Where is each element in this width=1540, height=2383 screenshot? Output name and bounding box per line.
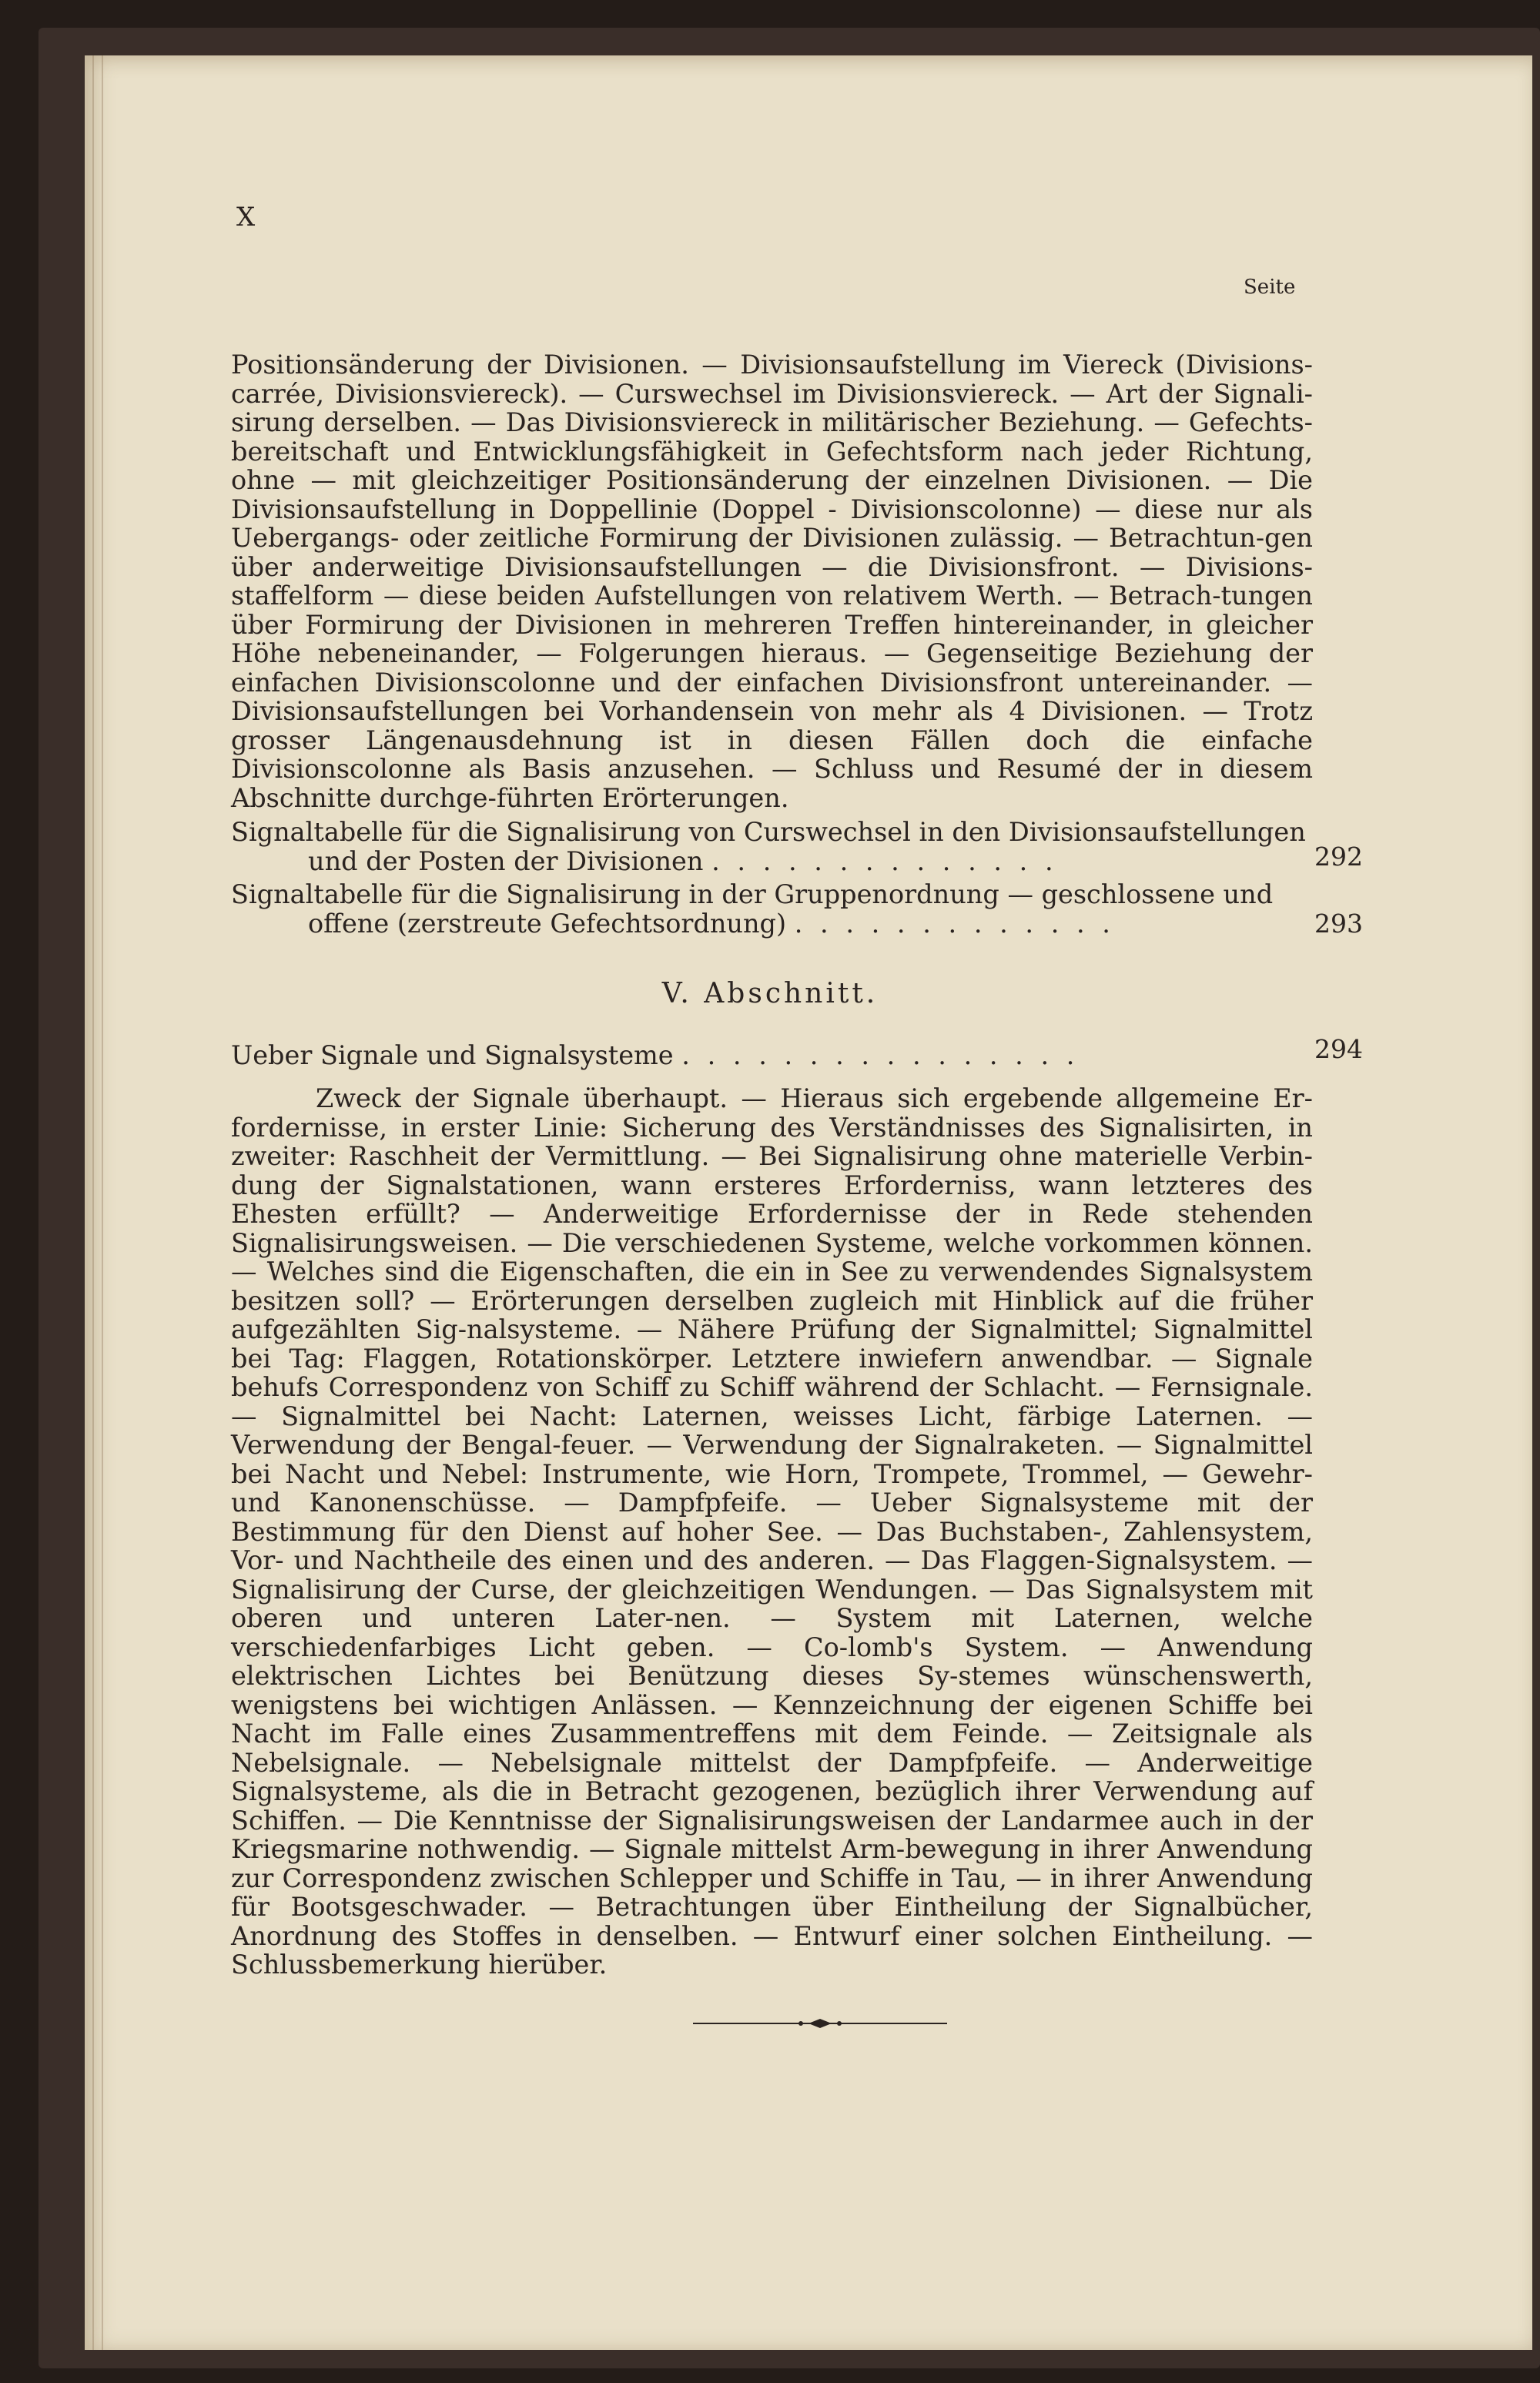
page-number-roman: X: [236, 202, 256, 233]
section-page-number: 294: [1314, 1034, 1363, 1064]
section-body: Zweck der Signale überhaupt. — Hieraus sich ergebende allgemeine Er-fordernisse, in erster Linie: Sicherung des Verständnisses des Signalisirten, in zweiter: Raschheit der Vermittlung. — Bei Signalisirung ohne materielle Verbin-dung der Signalstationen, wann ersteres Erforderniss, wann letzteres des Ehesten erfüllt? — Anderweitige Erfordernisse der in Rede stehenden Signalisirungsweisen. — Die verschiedenen Systeme, welche vorkommen können. — Welches sind die Eigenschaften, die ein in See zu verwendendes Signalsystem besitzen soll? — Erörterungen derselben zugleich mit Hinblick auf die früher aufgezählten Sig-nalsysteme. — Nähere Prüfung der Signalmittel; Signalmittel bei Tag: Flaggen, Rotationskörper. Letztere inwiefern anwendbar. — Signale behufs Correspondenz von Schiff zu Schiff während der Schlacht. — Fernsignale. — Signalmittel bei Nacht: Laternen, weisses Licht, färbige Laternen. — Verwendung der Bengal-feuer. — Verwendung der Signalraketen. — Signalmittel bei Nacht und Nebel: Instrumente, wie Horn, Trompete, Trommel, — Gewehr- und Kanonenschüsse. — Dampfpfeife. — Ueber Signalsysteme mit der Bestimmung für den Dienst auf hoher See. — Das Buchstaben-, Zahlensystem, Vor- und Nachtheile des einen und des anderen. — Das Flaggen-Signalsystem. — Signalisirung der Curse, der gleichzeitigen Wendungen. — Das Signalsystem mit oberen und unteren Later-nen. — System mit Laternen, welche verschiedenfarbiges Licht geben. — Co-lomb's System. — Anwendung elektrischen Lichtes bei Benützung dieses Sy-stemes wünschenswerth, wenigstens bei wichtigen Anlässen. — Kennzeichnung der eigenen Schiffe bei Nacht im Falle eines Zusammentreffens mit dem Feinde. — Zeitsignale als Nebelsignale. — Nebelsignale mittelst der Dampfpfeife. — Anderweitige Signalsysteme, als die in Betracht gezogenen, bezüglich ihrer Verwendung auf Schiffen. — Die Kenntnisse der Signalisirungsweisen der Landarmee auch in der Kriegsmarine nothwendig. — Signale mittelst Arm-bewegung in ihrer Anwendung zur Correspondenz zwischen Schlepper und Schiffe in Tau, — in ihrer Anwendung für Bootsgeschwader. — Betrachtungen über Eintheilung der Signalbücher, Anordnung des Stoffes in denselben. — Entwurf einer solchen Eintheilung. — Schlussbemerkung hierüber.: [231, 1083, 1313, 1980]
toc-entry: [231, 880, 1363, 938]
toc-entry-line1: Signaltabelle für die Signalisirung von Curswechsel in den Divisionsaufstellungen: [231, 817, 1306, 847]
section-title: V. Abschnitt.: [661, 978, 879, 1009]
page-edge-line: [92, 55, 94, 2350]
top-paragraph-block: [231, 350, 1313, 812]
toc-page-number: 293: [1314, 909, 1363, 939]
toc-entry-text: und der Posten der Divisionen: [308, 845, 704, 876]
section-leader-dots: . . . . . . . . . . . . . . . .: [681, 1040, 1080, 1070]
seite-label: Seite: [1244, 276, 1296, 299]
toc-entry-line2: [231, 847, 1363, 876]
toc-page-number: 292: [1314, 842, 1363, 872]
top-paragraph: Positionsänderung der Divisionen. — Divisionsaufstellung im Viereck (Divisions-carrée, Divisionsviereck). — Curswechsel im Divisionsviereck. — Art der Signali-sirung derselben. — Das Divisionsviereck in militärischer Beziehung. — Gefechts-bereitschaft und Entwicklungsfähigkeit in Gefechtsform nach jeder Richtung, ohne — mit gleichzeitiger Positionsänderung der einzelnen Divisionen. — Die Divisionsaufstellung in Doppellinie (Doppel - Divisionscolonne) — diese nur als Uebergangs- oder zeitliche Formirung der Divisionen zulässig. — Betrachtun-gen über anderweitige Divisionsaufstellungen — die Divisionsfront. — Divisions-staffelform — diese beiden Aufstellungen von relativem Werth. — Betrach-tungen über Formirung der Divisionen in mehreren Treffen hintereinander, in gleicher Höhe nebeneinander, — Folgerungen hieraus. — Gegenseitige Beziehung der einfachen Divisionscolonne und der einfachen Divisionsfront untereinander. — Divisionsaufstellungen bei Vorhandensein von mehr als 4 Divisionen. — Trotz grosser Längenausdehnung ist in diesen Fällen doch die einfache Divisionscolonne als Basis anzusehen. — Schluss und Resumé der in diesem Abschnitte durchge-führten Erörterungen.: [231, 350, 1313, 813]
toc-entry: [231, 818, 1363, 875]
page-edge-line: [102, 55, 103, 2350]
toc-entry-text: offene (zerstreute Gefechtsordnung): [308, 908, 787, 939]
toc-entry-line2: [231, 909, 1363, 939]
section-body-block: [231, 1084, 1313, 1980]
toc-leader-dots: . . . . . . . . . . . . . .: [711, 845, 1058, 876]
ornament-rule: [693, 2016, 947, 2031]
section-entry: [231, 1034, 1363, 1070]
toc-leader-dots: . . . . . . . . . . . . .: [794, 908, 1115, 939]
section-entry-title: Ueber Signale und Signalsysteme: [231, 1040, 674, 1070]
toc-entry-line1: Signaltabelle für die Signalisirung in der Gruppenordnung — geschlossene und: [231, 879, 1274, 909]
